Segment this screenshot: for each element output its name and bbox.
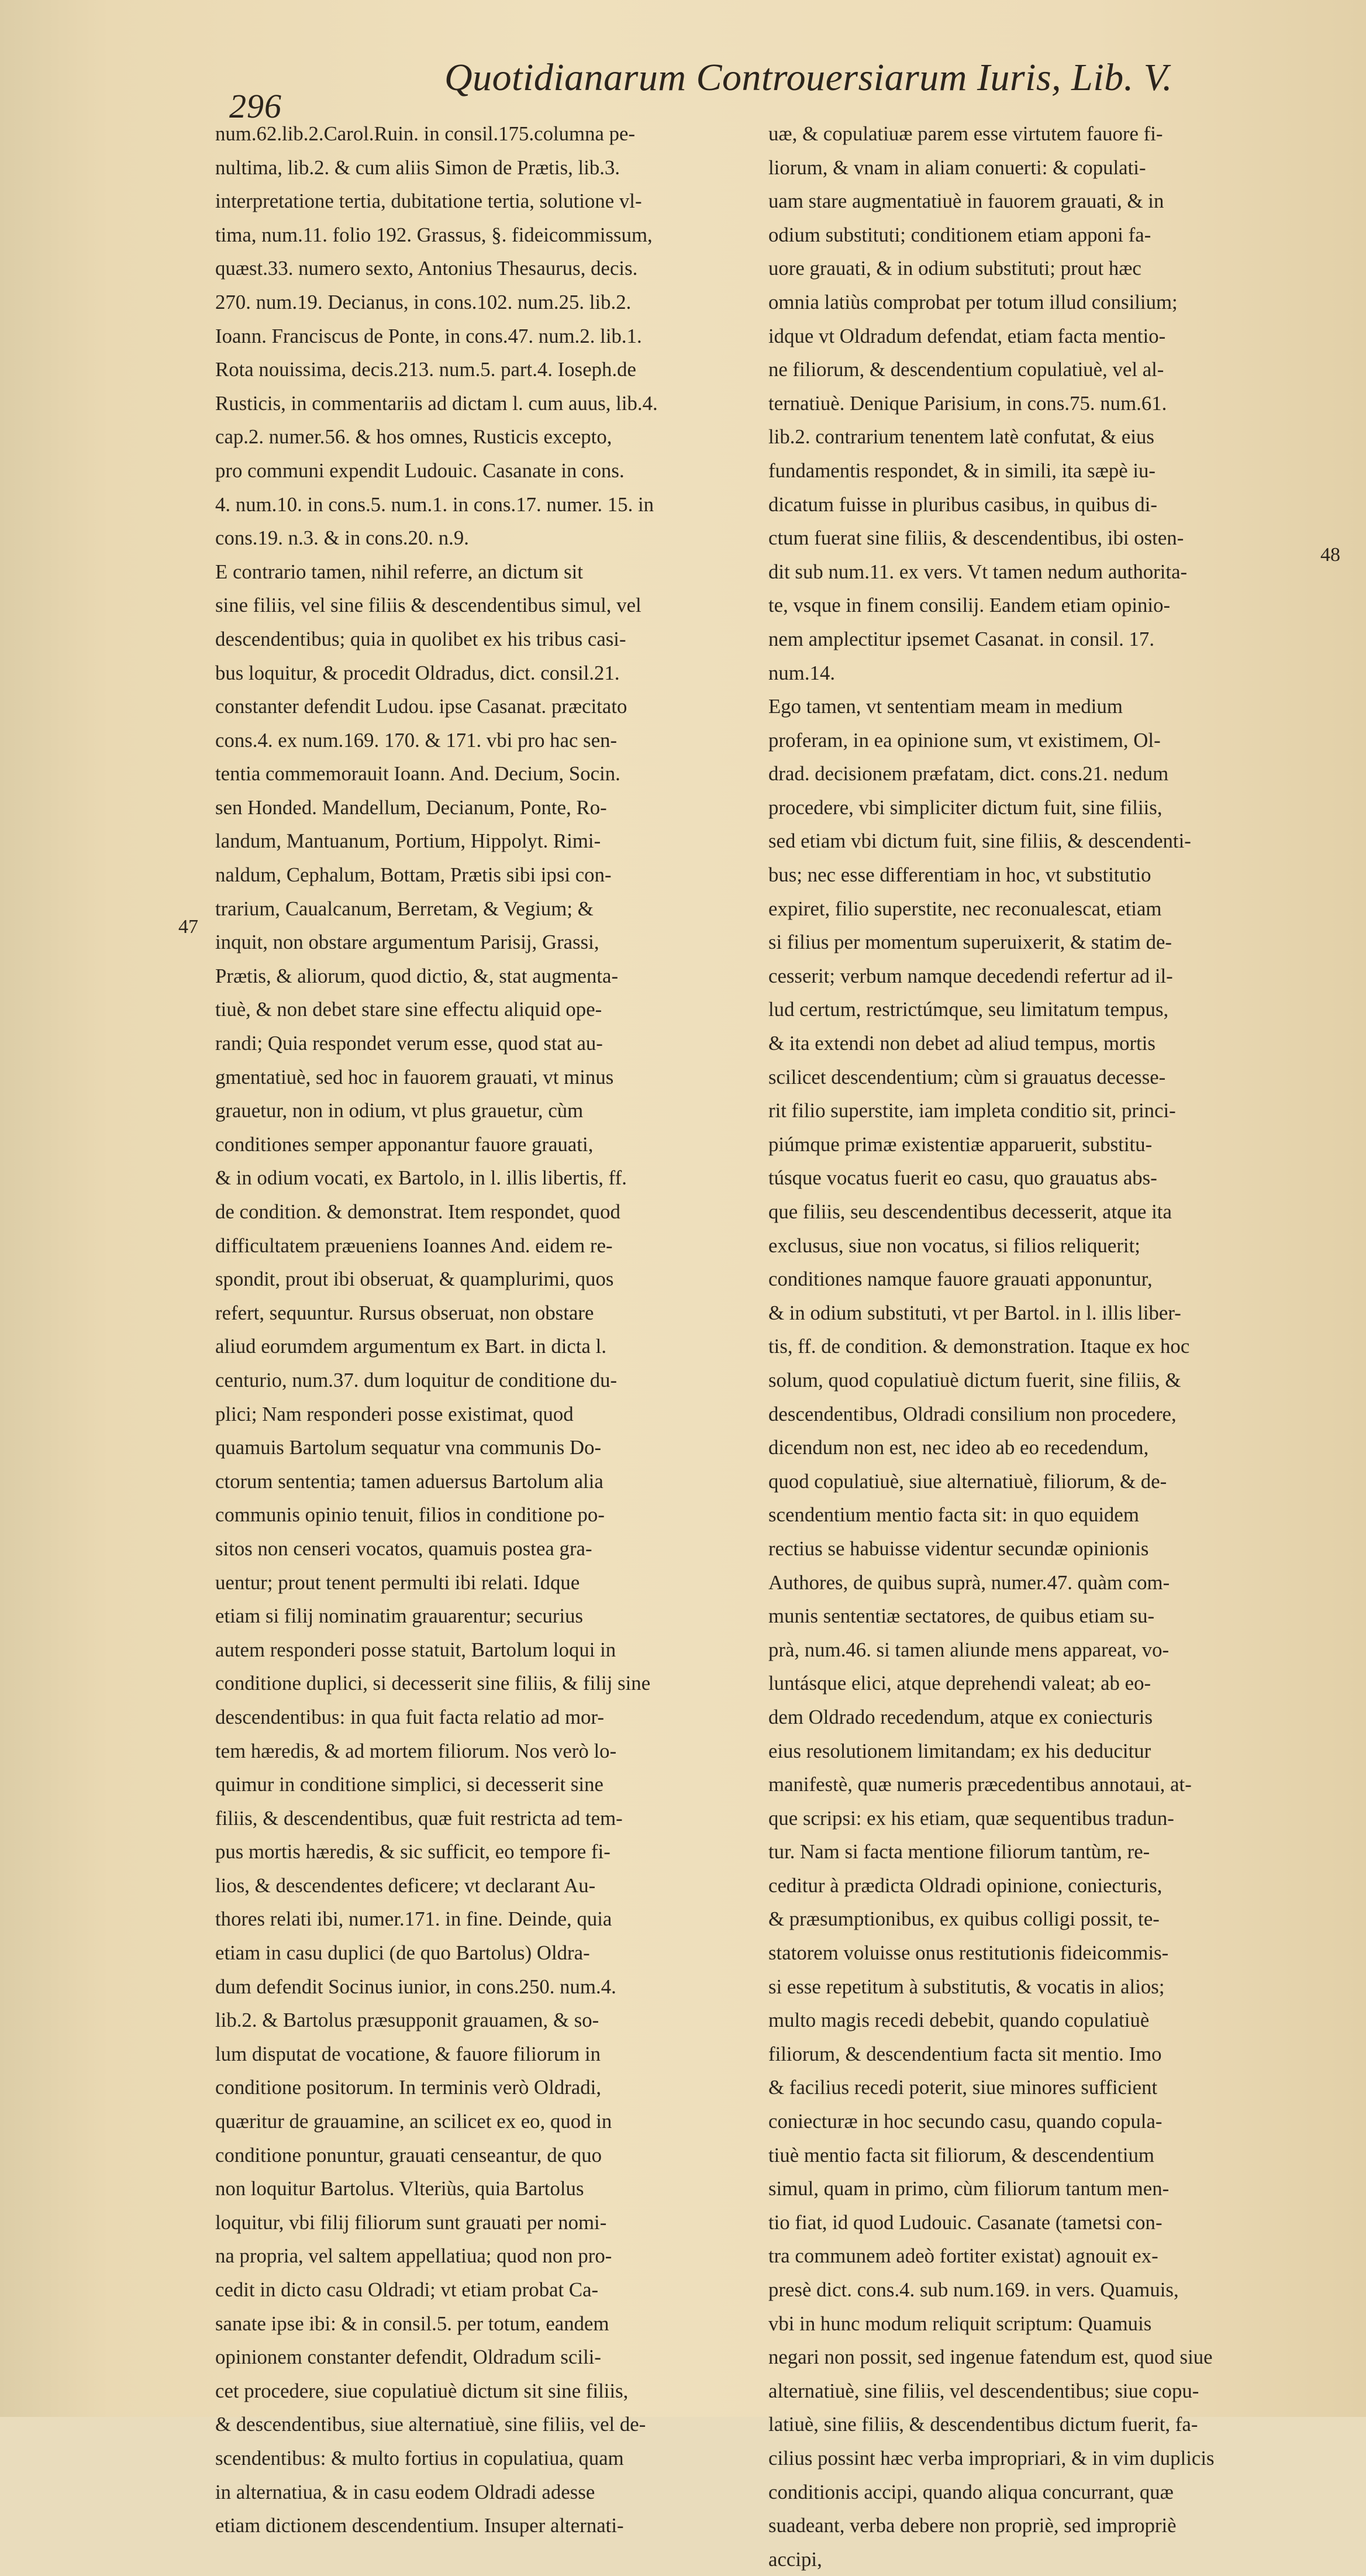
left-column-line: cap.2. numer.56. & hos omnes, Rusticis excepto, — [215, 425, 612, 449]
left-column-line: conditiones semper apponantur fauore grauati, — [215, 1132, 594, 1156]
right-column-line: procedere, vbi simpliciter dictum fuit, sine filiis, — [768, 795, 1163, 819]
right-column-line: uæ, & copulatiuæ parem esse virtutem fauore fi- — [768, 122, 1163, 145]
right-column-line: ceditur à prædicta Oldradi opinione, coniecturis, — [768, 1874, 1163, 1897]
right-column-line: drad. decisionem præfatam, dict. cons.21. nedum — [768, 762, 1169, 786]
right-column-line: exclusus, siue non vocatus, si filios reliquerit; — [768, 1234, 1140, 1257]
left-column-line: centurio, num.37. dum loquitur de conditione du- — [215, 1368, 618, 1392]
right-column-line: cilius possint hæc verba impropriari, & in vim duplicis — [768, 2446, 1215, 2470]
left-column-line: Rota nouissima, decis.213. num.5. part.4. Ioseph.de — [215, 358, 636, 381]
left-column-line: opinionem constanter defendit, Oldradum scili- — [215, 2346, 602, 2369]
right-column-line: presè dict. cons.4. sub num.169. in vers. Quamuis, — [768, 2278, 1179, 2301]
right-column-line: descendentibus, Oldradi consilium non procedere, — [768, 1402, 1177, 1425]
left-column-line: Ioann. Franciscus de Ponte, in cons.47. num.2. lib.1. — [215, 324, 642, 347]
left-column-line: constanter defendit Ludou. ipse Casanat. præcitato — [215, 695, 627, 718]
left-column-line: etiam dictionem descendentium. Insuper alternati- — [215, 2514, 624, 2537]
left-column-line: cons.19. n.3. & in cons.20. n.9. — [215, 526, 469, 550]
left-column-line: naldum, Cephalum, Bottam, Prætis sibi ipsi con- — [215, 863, 612, 887]
left-column-line: tentia commemorauit Ioann. And. Decium, Socin. — [215, 762, 620, 786]
left-column-line: thores relati ibi, numer.171. in fine. Deinde, quia — [215, 1907, 612, 1931]
left-column-line: bus loquitur, & procedit Oldradus, dict. consil.21. — [215, 661, 620, 684]
right-column-line: vbi in hunc modum reliquit scriptum: Quamuis — [768, 2312, 1152, 2335]
left-column-line: randi; Quia respondet verum esse, quod stat au- — [215, 1032, 603, 1055]
left-column-line: uentur; prout tenent permulti ibi relati. Idque — [215, 1571, 580, 1594]
left-column-line: communis opinio tenuit, filios in conditione po- — [215, 1503, 605, 1527]
left-column-line: cons.4. ex num.169. 170. & 171. vbi pro hac sen- — [215, 728, 618, 752]
right-column-line: dicendum non est, nec ideo ab eo recedendum, — [768, 1436, 1149, 1459]
right-column-line: Ego tamen, vt sententiam meam in medium — [768, 695, 1123, 718]
left-column-line: autem responderi posse statuit, Bartolum loqui in — [215, 1638, 616, 1661]
right-column-line: manifestè, quæ numeris præcedentibus annotaui, at- — [768, 1773, 1192, 1796]
right-column — [768, 117, 1312, 2576]
right-column-line: multo magis recedi debebit, quando copulatiuè — [768, 2009, 1150, 2032]
right-column-line: rectius se habuisse videntur secundæ opinionis — [768, 1537, 1149, 1560]
right-column-line: omnia latiùs comprobat per totum illud consilium; — [768, 290, 1178, 314]
right-column-line: fundamentis respondet, & in simili, ita sæpè iu- — [768, 459, 1156, 482]
left-column-line: E contrario tamen, nihil referre, an dictum sit — [215, 560, 584, 583]
right-column-line: conditiones namque fauore grauati apponuntur, — [768, 1268, 1153, 1291]
left-column-line: tima, num.11. folio 192. Grassus, §. fideicommissum, — [215, 223, 653, 246]
right-column-line: proferam, in ea opinione sum, vt existimem, Ol- — [768, 728, 1161, 752]
left-column-line: & descendentibus, siue alternatiuè, sine filiis, vel de- — [215, 2413, 646, 2436]
left-column-line: nultima, lib.2. & cum aliis Simon de Prætis, lib.3. — [215, 156, 620, 179]
right-column-line: scilicet descendentium; cùm si grauatus decesse- — [768, 1065, 1166, 1089]
right-column-line: filiorum, & descendentium facta sit mentio. Imo — [768, 2042, 1162, 2065]
left-column-line: sitos non censeri vocatos, quamuis postea gra- — [215, 1537, 592, 1560]
left-column-line: filiis, & descendentibus, quæ fuit restricta ad tem- — [215, 1806, 623, 1830]
right-column-line: prà, num.46. si tamen aliunde mens appareat, vo- — [768, 1638, 1170, 1661]
left-column-line: na propria, vel saltem appellatiua; quod non pro- — [215, 2244, 612, 2268]
left-column-line: 270. num.19. Decianus, in cons.102. num.25. lib.2. — [215, 290, 632, 314]
left-column-line: lum disputat de vocatione, & fauore filiorum in — [215, 2042, 601, 2065]
left-column-line: sine filiis, vel sine filiis & descendentibus simul, vel — [215, 594, 641, 617]
right-column-line: dicatum fuisse in pluribus casibus, in quibus di- — [768, 493, 1157, 516]
right-column-line: & præsumptionibus, ex quibus colligi possit, te- — [768, 1907, 1160, 1931]
right-column-line: alternatiuè, sine filiis, vel descendentibus; siue copu- — [768, 2379, 1199, 2402]
right-column-line: que scripsi: ex his etiam, quæ sequentibus tradun- — [768, 1806, 1174, 1830]
left-column-line: scendentibus: & multo fortius in copulatiua, quam — [215, 2446, 624, 2470]
left-column-line: interpretatione tertia, dubitatione tertia, solutione vl- — [215, 190, 642, 213]
left-column-line: quæritur de grauamine, an scilicet ex eo, quod in — [215, 2110, 612, 2133]
left-column-line: cet procedere, siue copulatiuè dictum sit sine filiis, — [215, 2379, 629, 2402]
left-column-line: grauetur, non in odium, vt plus grauetur, cùm — [215, 1099, 584, 1122]
right-column-line: & in odium substituti, vt per Bartol. in l. illis liber- — [768, 1301, 1181, 1324]
right-column-line: suadeant, verba debere non propriè, sed impropriè — [768, 2514, 1177, 2537]
right-column-line: ctum fuerat sine filiis, & descendentibus, ibi osten- — [768, 526, 1184, 550]
right-column-line: dem Oldrado recedendum, atque ex coniecturis — [768, 1705, 1153, 1728]
right-column-line: que filiis, seu descendentibus decesserit, atque ita — [768, 1200, 1172, 1223]
left-column-line: pus mortis hæredis, & sic sufficit, eo tempore fi- — [215, 1840, 610, 1864]
right-column-line: & ita extendi non debet ad aliud tempus, mortis — [768, 1032, 1155, 1055]
left-column-line: quamuis Bartolum sequatur vna communis Do- — [215, 1436, 602, 1459]
left-column-line: conditione duplici, si decesserit sine filiis, & filij sine — [215, 1672, 651, 1695]
right-column-line: luntásque elici, atque deprehendi valeat; ab eo- — [768, 1672, 1151, 1695]
left-column-line: conditione positorum. In terminis verò Oldradi, — [215, 2076, 602, 2099]
right-column-line: ternatiuè. Denique Parisium, in cons.75. num.61. — [768, 391, 1167, 415]
left-column-line: pro communi expendit Ludouic. Casanate in cons. — [215, 459, 625, 482]
left-column-line: Rusticis, in commentariis ad dictam l. cum auus, lib.4. — [215, 391, 658, 415]
left-column-line: tem hæredis, & ad mortem filiorum. Nos verò lo- — [215, 1739, 617, 1762]
left-column-line: sanate ipse ibi: & in consil.5. per totum, eandem — [215, 2312, 609, 2335]
right-column-line: piúmque primæ existentiæ apparuerit, substitu- — [768, 1132, 1153, 1156]
margin-number-right: 48 — [1320, 544, 1340, 566]
left-column-line: gmentatiuè, sed hoc in fauorem grauati, vt minus — [215, 1065, 614, 1089]
left-column-line: tiuè, & non debet stare sine effectu aliquid ope- — [215, 998, 602, 1021]
right-column-line: accipi, — [768, 2547, 822, 2571]
left-column-line: difficultatem præueniens Ioannes And. eidem re- — [215, 1234, 613, 1257]
left-column — [215, 117, 765, 2543]
left-column-line: loquitur, vbi filij filiorum sunt grauati per nomi- — [215, 2210, 607, 2234]
left-column-line: quimur in conditione simplici, si decesserit sine — [215, 1773, 603, 1796]
left-column-line: dum defendit Socinus iunior, in cons.250. num.4. — [215, 1975, 616, 1998]
right-column-line: tur. Nam si facta mentione filiorum tantùm, re- — [768, 1840, 1150, 1864]
left-column-line: sen Honded. Mandellum, Decianum, Ponte, Ro- — [215, 795, 607, 819]
left-column-line: spondit, prout ibi obseruat, & quamplurimi, quos — [215, 1268, 614, 1291]
left-column-line: quæst.33. numero sexto, Antonius Thesaurus, decis. — [215, 257, 638, 280]
left-column-line: plici; Nam responderi posse existimat, quod — [215, 1402, 574, 1425]
right-column-line: eius resolutionem limitandam; ex his deducitur — [768, 1739, 1151, 1762]
right-column-line: idque vt Oldradum defendat, etiam facta mentio- — [768, 324, 1166, 347]
right-column-line: uore grauati, & in odium substituti; prout hæc — [768, 257, 1141, 280]
right-column-line: tiuè mentio facta sit filiorum, & descendentium — [768, 2143, 1155, 2167]
right-column-line: lib.2. contrarium tenentem latè confutat, & eius — [768, 425, 1154, 449]
right-column-line: conditionis accipi, quando aliqua concurrant, quæ — [768, 2480, 1174, 2503]
running-head: Quotidianarum Controuersiarum Iuris, Lib. V. — [444, 56, 1172, 99]
right-column-line: rit filio superstite, iam impleta conditio sit, princi- — [768, 1099, 1176, 1122]
left-column-line: ctorum sententia; tamen aduersus Bartolum alia — [215, 1469, 603, 1493]
right-column-line: liorum, & vnam in aliam conuerti: & copulati- — [768, 156, 1146, 179]
right-column-line: solum, quod copulatiuè dictum fuerit, sine filiis, & — [768, 1368, 1181, 1392]
right-column-line: quod copulatiuè, siue alternatiuè, filiorum, & de- — [768, 1469, 1167, 1493]
page-number: 296 — [229, 87, 282, 125]
left-column-line: in alternatiua, & in casu eodem Oldradi adesse — [215, 2480, 595, 2503]
left-column-line: refert, sequuntur. Rursus obseruat, non obstare — [215, 1301, 594, 1324]
left-column-line: 4. num.10. in cons.5. num.1. in cons.17. numer. 15. in — [215, 493, 654, 516]
left-column-line: conditione ponuntur, grauati censeantur, de quo — [215, 2143, 602, 2167]
left-column-line: lib.2. & Bartolus præsupponit grauamen, & so- — [215, 2009, 599, 2032]
right-column-line: tra communem adeò fortiter existat) agnouit ex- — [768, 2244, 1158, 2268]
right-column-line: tis, ff. de condition. & demonstration. Itaque ex hoc — [768, 1335, 1190, 1358]
left-column-line: etiam in casu duplici (de quo Bartolus) Oldra- — [215, 1941, 590, 1965]
right-column-line: num.14. — [768, 661, 836, 684]
right-column-line: sed etiam vbi dictum fuit, sine filiis, & descendenti- — [768, 829, 1191, 853]
left-column-line: inquit, non obstare argumentum Parisij, Grassi, — [215, 931, 599, 954]
right-column-line: bus; nec esse differentiam in hoc, vt substitutio — [768, 863, 1151, 887]
left-column-line: descendentibus; quia in quolibet ex his tribus casi- — [215, 627, 626, 650]
left-column-line: & in odium vocati, ex Bartolo, in l. illis libertis, ff. — [215, 1166, 627, 1190]
left-column-line: landum, Mantuanum, Portium, Hippolyt. Rimi- — [215, 829, 601, 853]
right-column-line: scendentium mentio facta sit: in quo equidem — [768, 1503, 1139, 1527]
left-column-line: trarium, Caualcanum, Berretam, & Vegium; & — [215, 897, 594, 920]
margin-number-left: 47 — [178, 916, 198, 938]
right-column-line: negari non possit, sed ingenue fatendum est, quod siue — [768, 2346, 1213, 2369]
right-column-line: munis sententiæ sectatores, de quibus etiam su- — [768, 1604, 1155, 1628]
right-column-line: si esse repetitum à substitutis, & vocatis in alios; — [768, 1975, 1165, 1998]
right-column-line: túsque vocatus fuerit eo casu, quo grauatus abs- — [768, 1166, 1157, 1190]
right-column-line: odium substituti; conditionem etiam apponi fa- — [768, 223, 1151, 246]
right-column-line: & facilius recedi poterit, siue minores sufficient — [768, 2076, 1158, 2099]
left-column-line: non loquitur Bartolus. Vlteriùs, quia Bartolus — [215, 2177, 584, 2200]
left-column-line: de condition. & demonstrat. Item respondet, quod — [215, 1200, 620, 1223]
right-column-line: si filius per momentum superuixerit, & statim de- — [768, 931, 1172, 954]
right-column-line: Authores, de quibus suprà, numer.47. quàm com- — [768, 1571, 1170, 1594]
right-column-line: ne filiorum, & descendentium copulatiuè, vel al- — [768, 358, 1164, 381]
right-column-line: simul, quam in primo, cùm filiorum tantum men- — [768, 2177, 1170, 2200]
right-column-line: dit sub num.11. ex vers. Vt tamen nedum authorita- — [768, 560, 1188, 583]
right-column-line: coniecturæ in hoc secundo casu, quando copula- — [768, 2110, 1163, 2133]
left-column-line: cedit in dicto casu Oldradi; vt etiam probat Ca- — [215, 2278, 599, 2301]
right-column-line: nem amplectitur ipsemet Casanat. in consil. 17. — [768, 627, 1155, 650]
right-column-line: latiuè, sine filiis, & descendentibus dictum fuerit, fa- — [768, 2413, 1198, 2436]
right-column-line: lud certum, restrictúmque, seu limitatum tempus, — [768, 998, 1169, 1021]
right-column-line: te, vsque in finem consilij. Eandem etiam opinio- — [768, 594, 1171, 617]
left-column-line: descendentibus: in qua fuit facta relatio ad mor- — [215, 1705, 605, 1728]
left-column-line: aliud eorumdem argumentum ex Bart. in dicta l. — [215, 1335, 607, 1358]
right-column-line: expiret, filio superstite, nec reconualescat, etiam — [768, 897, 1162, 920]
left-column-line: lios, & descendentes deficere; vt declarant Au- — [215, 1874, 596, 1897]
left-column-line: etiam si filij nominatim grauarentur; securius — [215, 1604, 584, 1628]
left-column-line: Prætis, & aliorum, quod dictio, &, stat augmenta- — [215, 964, 619, 987]
right-column-line: tio fiat, id quod Ludouic. Casanate (tametsi con- — [768, 2210, 1163, 2234]
left-column-line: num.62.lib.2.Carol.Ruin. in consil.175.columna pe- — [215, 122, 636, 145]
right-column-line: cesserit; verbum namque decedendi refertur ad il- — [768, 964, 1173, 987]
right-column-line: uam stare augmentatiuè in fauorem grauati, & in — [768, 190, 1164, 213]
right-column-line: statorem voluisse onus restitutionis fideicommis- — [768, 1941, 1169, 1965]
